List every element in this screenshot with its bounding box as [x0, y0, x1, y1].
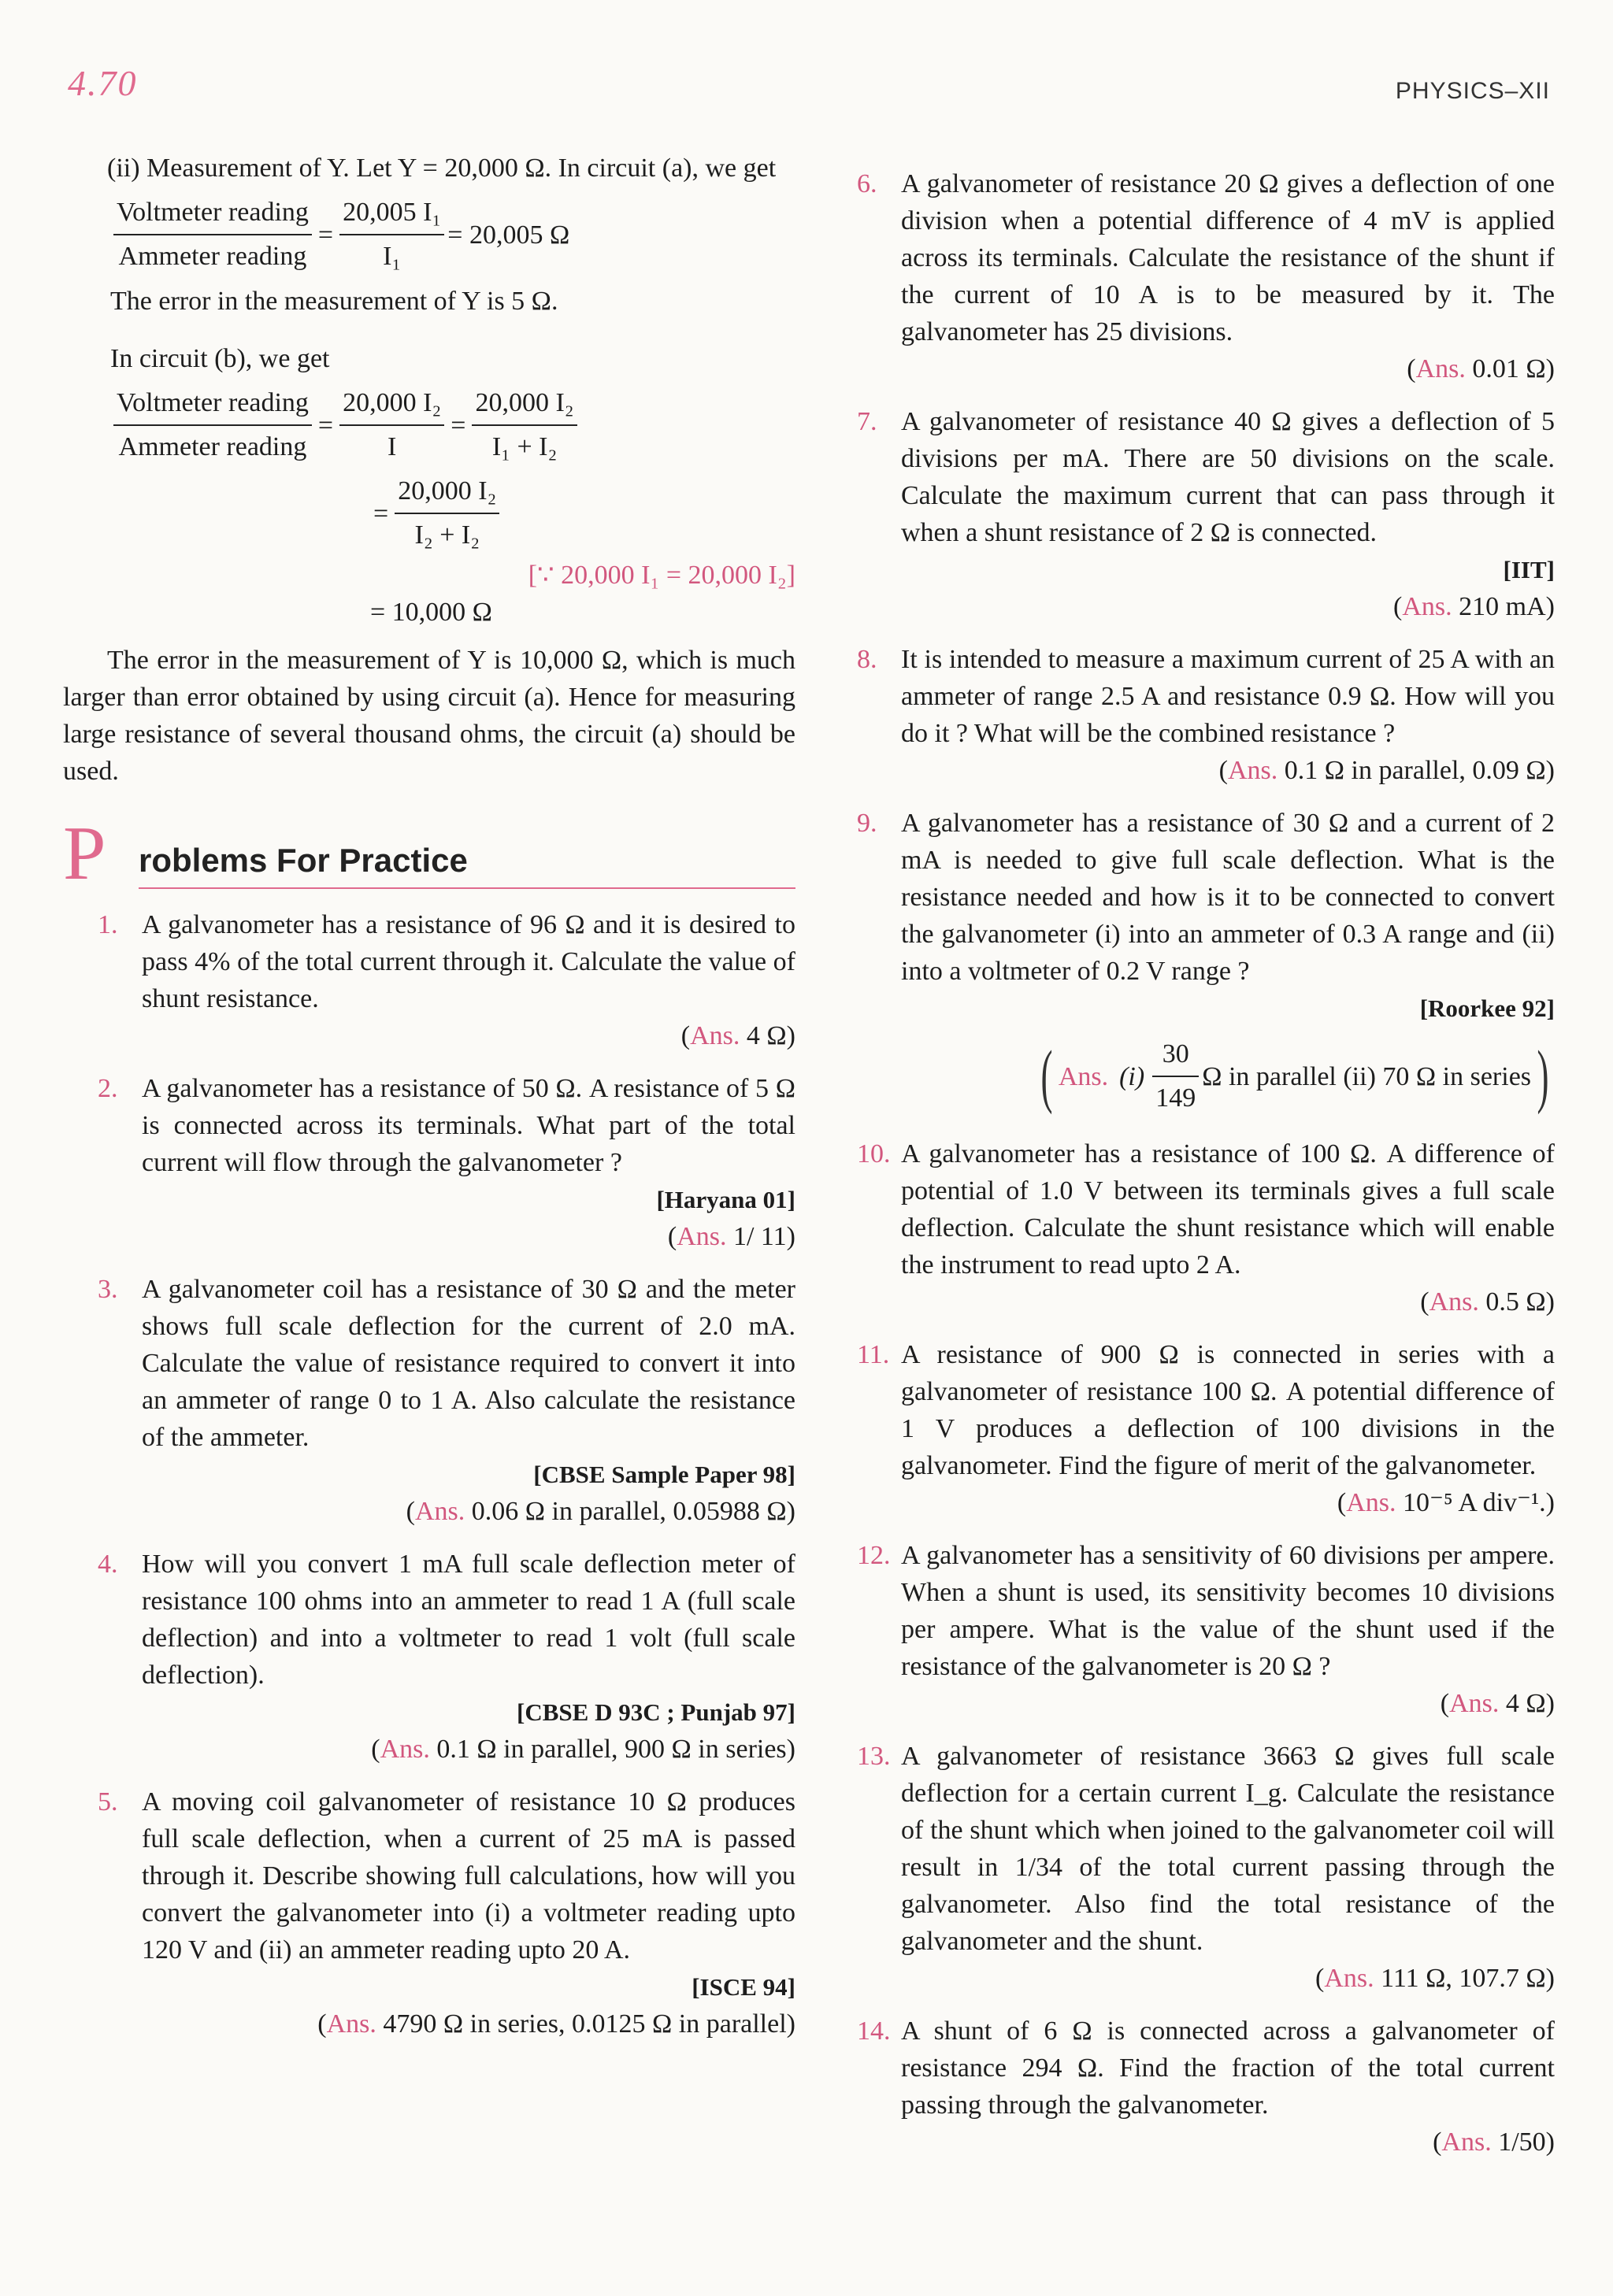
- equals-sign: =: [317, 220, 334, 250]
- problem-text: A moving coil galvanometer of resistance 10 Ω produces full scale deflection, when a current of 25 mA is passed through it. Describe showing full calculations, how will you convert the galvanometer into (i) a voltmeter reading upto 120 V and (ii) an ammeter reading upto 20 A.: [142, 1787, 795, 1965]
- because-note: [∵ 20,000 I₁ = 20,000 I₂]: [528, 561, 795, 590]
- problem-text: How will you convert 1 mA full scale deflection meter of resistance 100 ohms into an ammeter to read 1 A (full scale deflection) and into a voltmeter to read 1 volt (full scale deflection).: [142, 1550, 795, 1690]
- problem-item: [63, 1070, 795, 1255]
- paren-left: (: [1040, 1037, 1053, 1115]
- equals-sign: =: [373, 498, 389, 528]
- answer-value: Ω in parallel (ii) 70 Ω in series: [1202, 1061, 1532, 1091]
- problem-item: [857, 1537, 1555, 1722]
- problem-item: [857, 1738, 1555, 1997]
- intro-paragraph: (ii) Measurement of Y. Let Y = 20,000 Ω. In circuit (a), we get: [107, 154, 777, 183]
- problem-number: 9.: [857, 809, 877, 838]
- fraction-numerator: Voltmeter reading: [113, 382, 312, 426]
- section-title: roblems For Practice: [139, 842, 468, 879]
- equals-sign: =: [317, 410, 334, 440]
- problem-source: [CBSE D 93C ; Punjab 97]: [517, 1698, 795, 1726]
- problem-item: [857, 1336, 1555, 1521]
- problem-item: [63, 906, 795, 1054]
- problem-text: A galvanometer has a sensitivity of 60 divisions per ampere. When a shunt is used, its sensitivity becomes 10 divisions per ampere. What is the value of the shunt used if the resistance of the galvanometer is 20 Ω ?: [901, 1541, 1555, 1681]
- answer-value: 1/ 11): [732, 1222, 795, 1251]
- problem-number: 3.: [98, 1275, 118, 1304]
- fraction-numerator: 20,000 I₂: [339, 382, 444, 426]
- problem-number: 13.: [857, 1742, 891, 1771]
- section-rule: [139, 887, 795, 889]
- problem-text: A galvanometer has a resistance of 30 Ω and a current of 2 mA is needed to give full scale deflection. What is the resistance needed and how is it to be connected to convert the galvanometer (i) into an ammeter of 0.3 A range and (ii) into a voltmeter of 0.2 V range ?: [901, 809, 1555, 986]
- answer: (Ans. 4790 Ω in series, 0.0125 Ω in parallel): [317, 2009, 795, 2039]
- section-header: [63, 811, 795, 896]
- answer-value: 111 Ω, 107.7 Ω): [1381, 1964, 1555, 1993]
- answer: (Ans. 4 Ω): [1440, 1689, 1555, 1718]
- answer-label: Ans.: [690, 1021, 740, 1050]
- answer-label: Ans.: [1324, 1964, 1374, 1993]
- paren-right: ): [1537, 1037, 1549, 1115]
- problem-item: [857, 165, 1555, 387]
- running-head: PHYSICS–XII: [1395, 78, 1550, 104]
- fraction-denominator: I₁ + I₂: [491, 432, 558, 461]
- problem-text: A galvanometer has a resistance of 96 Ω and it is desired to pass 4% of the total current through it. Calculate the value of shunt resistance.: [142, 910, 795, 1013]
- answer: (Ans. 111 Ω, 107.7 Ω): [1315, 1964, 1555, 1993]
- problem-number: 1.: [98, 910, 118, 939]
- answer-label: Ans.: [414, 1497, 465, 1526]
- problem-text: A galvanometer has a resistance of 50 Ω. A resistance of 5 Ω is connected across its terminals. What part of the total current will flow through the galvanometer ?: [142, 1074, 795, 1177]
- circuit-b-intro: In circuit (b), we get: [110, 344, 330, 373]
- answer: (Ans. 0.01 Ω): [1407, 354, 1555, 383]
- fraction: [113, 382, 312, 468]
- problem-body: [142, 906, 795, 1054]
- problem-number: 5.: [98, 1787, 118, 1816]
- problem-body: [901, 1336, 1555, 1521]
- problem-number: 12.: [857, 1541, 891, 1570]
- answer: (Ans. 0.06 Ω in parallel, 0.05988 Ω): [406, 1497, 795, 1526]
- fraction: [339, 191, 444, 278]
- answer-label: Ans.: [1346, 1488, 1396, 1517]
- problem-source: [Roorkee 92]: [1419, 994, 1555, 1022]
- problem-body: [901, 641, 1555, 789]
- answer-value: 10⁻⁵ A div⁻¹.): [1402, 1488, 1555, 1517]
- fraction-denominator: 149: [1155, 1083, 1196, 1113]
- problem-item: [857, 805, 1555, 1120]
- left-column: [63, 150, 795, 2042]
- answer-label: Ans.: [677, 1222, 727, 1251]
- problem-item: [63, 1783, 795, 2042]
- problem-body: [901, 165, 1555, 387]
- answer-value: 0.5 Ω): [1485, 1287, 1555, 1316]
- problem-item: [857, 403, 1555, 625]
- answer-label: Ans.: [1058, 1061, 1109, 1091]
- problem-text: A galvanometer coil has a resistance of 30 Ω and the meter shows full scale deflection for the current of 2.0 mA. Calculate the value of resistance required to convert it into an ammeter of range 0 to 1 A. Also calculate the resistance of the ammeter.: [142, 1275, 795, 1452]
- problem-body: [901, 805, 1555, 1120]
- answer-value: 4 Ω): [746, 1021, 795, 1050]
- fraction-denominator: Ammeter reading: [118, 432, 307, 461]
- problem-item: [857, 641, 1555, 789]
- problem-item: [63, 1546, 795, 1768]
- problem-number: 2.: [98, 1074, 118, 1103]
- fraction: [339, 382, 444, 468]
- answer-label: Ans.: [326, 2009, 376, 2039]
- fraction: [1152, 1033, 1199, 1120]
- problem-text: A galvanometer of resistance 3663 Ω gives full scale deflection for a certain current I_g. Calculate the resistance of the shunt which when joined to the galvanometer coil will result in 1/34 of the total current passing through the galvanometer. Also find the total resistance of the galvanometer and the shunt.: [901, 1742, 1555, 1956]
- problem-item: [857, 2013, 1555, 2161]
- problem-body: [142, 1546, 795, 1768]
- fraction: [395, 470, 499, 557]
- answer: (Ans. 4 Ω): [680, 1021, 795, 1050]
- answer-value: 4790 Ω in series, 0.0125 Ω in parallel): [383, 2009, 795, 2039]
- problem-body: [901, 403, 1555, 625]
- fraction-numerator: 20,000 I₂: [395, 470, 499, 514]
- problem-text: A shunt of 6 Ω is connected across a galvanometer of resistance 294 Ω. Find the fraction of the total current passing through the galvanometer.: [901, 2016, 1555, 2120]
- problem-body: [901, 2013, 1555, 2161]
- problem-body: [142, 1070, 795, 1255]
- answer-value: 0.1 Ω in parallel, 0.09 Ω): [1284, 756, 1555, 785]
- section-initial: P: [63, 811, 106, 896]
- answer-label: Ans.: [1227, 756, 1278, 785]
- problem-source: [ISCE 94]: [692, 1973, 795, 2001]
- answer-label: Ans.: [1429, 1287, 1479, 1316]
- problem-source: [Haryana 01]: [656, 1186, 795, 1213]
- answer-value: 0.01 Ω): [1472, 354, 1555, 383]
- fraction-numerator: Voltmeter reading: [113, 191, 312, 235]
- problem-number: 11.: [857, 1340, 890, 1369]
- fraction: [113, 191, 312, 278]
- problem-number: 8.: [857, 645, 877, 674]
- page-number: 4.70: [68, 63, 138, 103]
- problem-item: [857, 1135, 1555, 1320]
- equation-result: = 20,005 Ω: [447, 220, 570, 250]
- fraction-numerator: 20,005 I₁: [339, 191, 444, 235]
- answer-value: 0.06 Ω in parallel, 0.05988 Ω): [471, 1497, 795, 1526]
- problem-text: A galvanometer of resistance 40 Ω gives a deflection of 5 divisions per mA. There are 50 divisions on the scale. Calculate the maximum current that can pass through it when a shunt resistance of 2 Ω is connected.: [901, 407, 1555, 547]
- problem-source: [IIT]: [1503, 556, 1555, 583]
- answer-value: 210 mA): [1459, 592, 1555, 621]
- fraction-denominator: I₂ + I₂: [414, 520, 480, 550]
- equation-result-b: = 10,000 Ω: [370, 598, 492, 627]
- equation-continuation: [63, 470, 795, 557]
- answer-part: (i): [1119, 1061, 1145, 1091]
- answer: (Ans. 210 mA): [1393, 592, 1555, 621]
- answer: (Ans. 0.1 Ω in parallel, 900 Ω in series): [371, 1735, 795, 1764]
- equation-circuit-a: [63, 191, 795, 278]
- problem-body: [142, 1783, 795, 2042]
- answer: (Ans. 1/50): [1433, 2128, 1555, 2157]
- answer: [901, 1033, 1555, 1120]
- answer-label: Ans.: [1415, 354, 1466, 383]
- error-circuit-a: The error in the measurement of Y is 5 Ω.: [110, 287, 558, 316]
- answer-value: 4 Ω): [1505, 1689, 1555, 1718]
- problem-list: [857, 165, 1555, 2161]
- problem-item: [63, 1271, 795, 1530]
- problem-body: [142, 1271, 795, 1530]
- answer: (Ans. 10⁻⁵ A div⁻¹.): [1337, 1488, 1555, 1517]
- problem-number: 6.: [857, 169, 877, 198]
- answer-value: 1/50): [1498, 2128, 1555, 2157]
- equals-sign: =: [451, 410, 466, 440]
- problem-text: A galvanometer of resistance 20 Ω gives a deflection of one division when a potential difference of 4 mV is applied across its terminals. Calculate the resistance of the shunt if the current of 10 A is to be measured by it. The galvanometer has 25 divisions.: [901, 169, 1555, 346]
- answer: (Ans. 1/ 11): [667, 1222, 795, 1251]
- answer-label: Ans.: [1402, 592, 1452, 621]
- answer: (Ans. 0.5 Ω): [1420, 1287, 1555, 1316]
- problem-source: [CBSE Sample Paper 98]: [533, 1461, 795, 1488]
- answer: (Ans. 0.1 Ω in parallel, 0.09 Ω): [1218, 756, 1555, 785]
- problem-number: 7.: [857, 407, 877, 436]
- fraction: [472, 382, 577, 468]
- fraction-denominator: Ammeter reading: [118, 242, 307, 271]
- fraction-numerator: 30: [1152, 1033, 1199, 1077]
- answer-label: Ans.: [380, 1735, 430, 1764]
- right-column: [857, 150, 1555, 2161]
- problem-number: 14.: [857, 2016, 891, 2046]
- equation-circuit-b: [63, 382, 795, 468]
- answer-value: 0.1 Ω in parallel, 900 Ω in series): [436, 1735, 795, 1764]
- problem-text: A resistance of 900 Ω is connected in series with a galvanometer of resistance 100 Ω. A potential difference of 1 V produces a deflection of 100 divisions in the galvanometer. Find the figure of merit of the galvanometer.: [901, 1340, 1555, 1480]
- fraction-numerator: 20,000 I₂: [472, 382, 577, 426]
- problem-text: It is intended to measure a maximum current of 25 A with an ammeter of range 2.5 A and resistance 0.9 Ω. How will you do it ? What will be the combined resistance ?: [901, 645, 1555, 748]
- problem-body: [901, 1738, 1555, 1997]
- problem-text: A galvanometer has a resistance of 100 Ω. A difference of potential of 1.0 V between its terminals gives a full scale deflection. Calculate the shunt resistance which will enable the instrument to read upto 2 A.: [901, 1139, 1555, 1279]
- problem-list: [63, 906, 795, 2042]
- conclusion-paragraph: The error in the measurement of Y is 10,000 Ω, which is much larger than error obtained by using circuit (a). Hence for measuring large resistance of several thousand ohms, the circuit (a) should be used.: [63, 646, 795, 786]
- answer-label: Ans.: [1441, 2128, 1492, 2157]
- problem-body: [901, 1135, 1555, 1320]
- problem-number: 4.: [98, 1550, 118, 1579]
- problem-number: 10.: [857, 1139, 891, 1168]
- fraction-denominator: I: [387, 432, 397, 461]
- fraction-denominator: I₁: [383, 242, 402, 271]
- answer-label: Ans.: [1449, 1689, 1500, 1718]
- problem-body: [901, 1537, 1555, 1722]
